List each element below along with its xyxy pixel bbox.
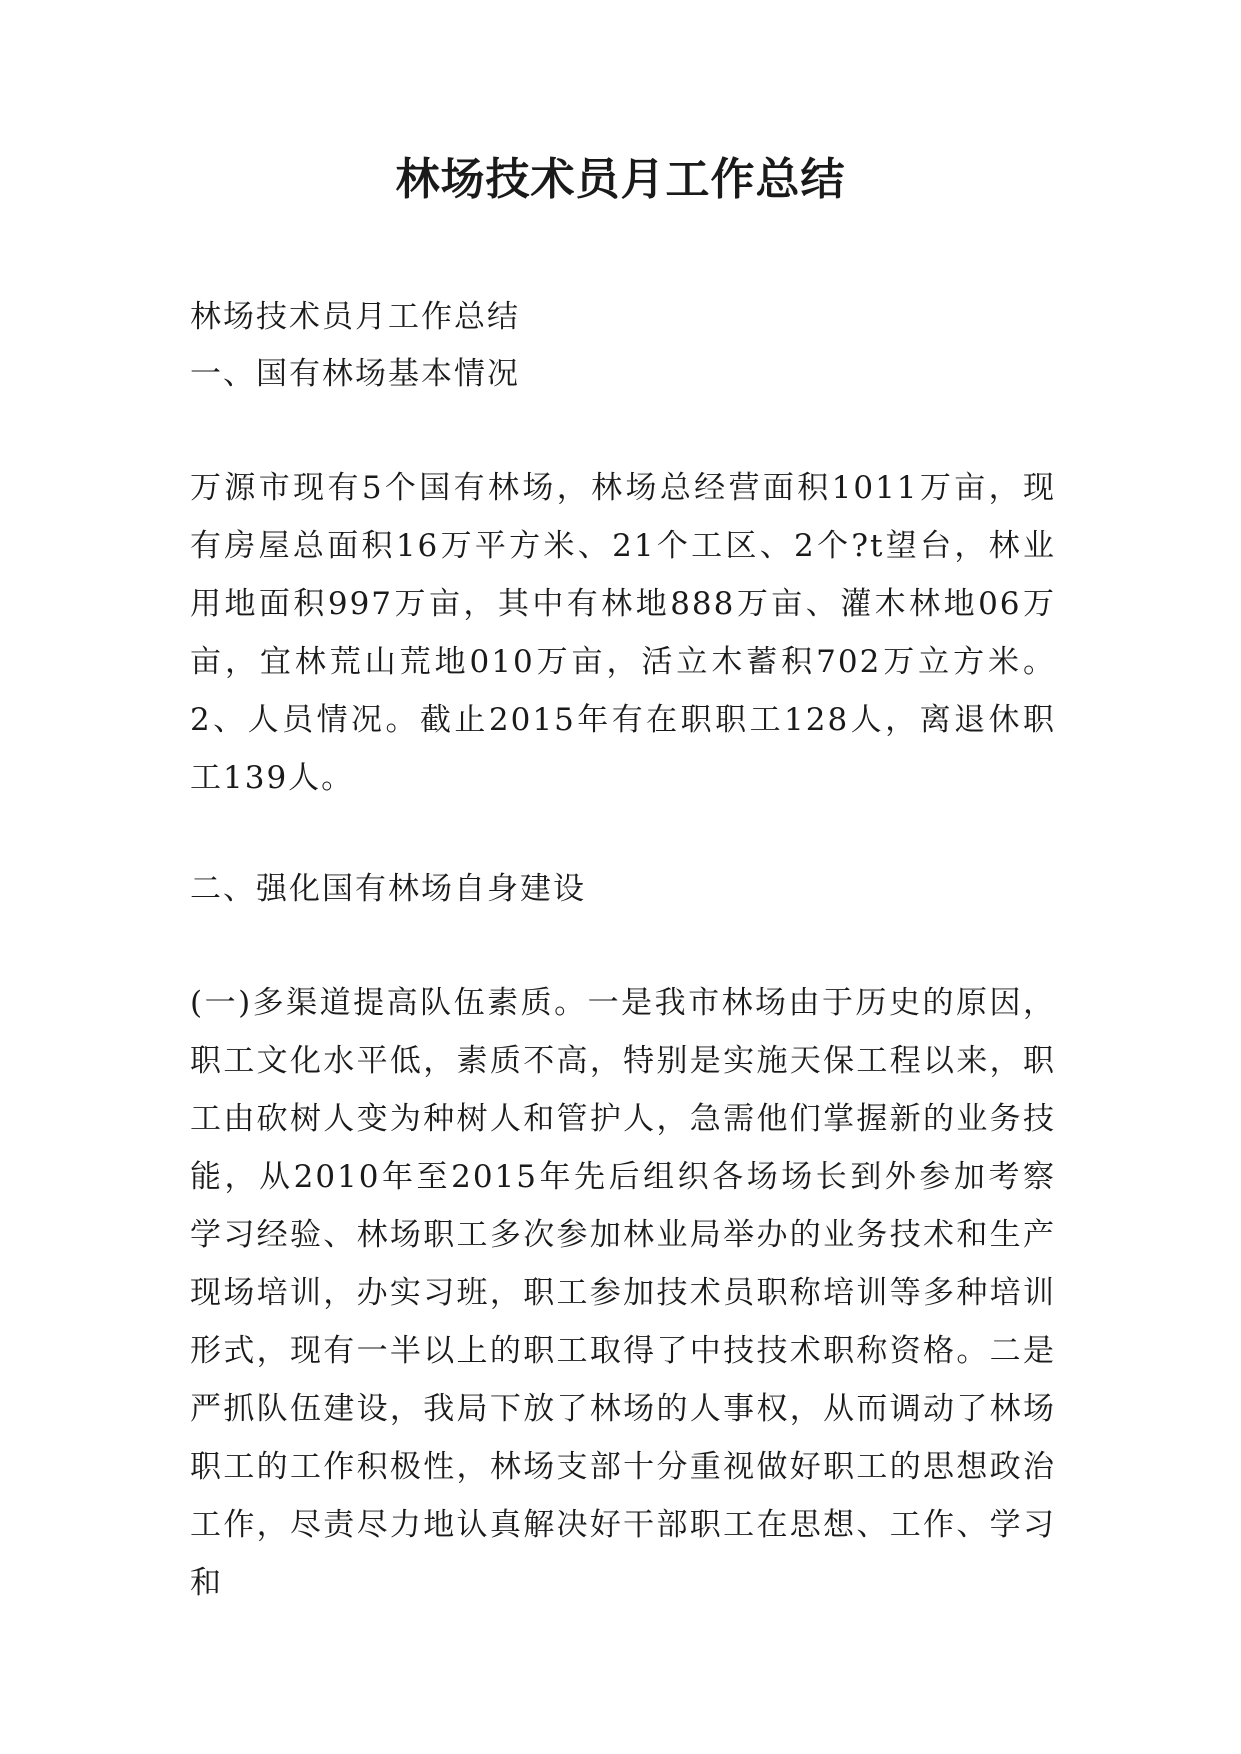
section-heading-self-construction: 二、强化国有林场自身建设 (190, 871, 586, 907)
paragraph-basic-situation: 万源市现有5个国有林场，林场总经营面积1011万亩，现有房屋总面积16万平方米、21个工区、2个?t望台，林业用地面积997万亩，其中有林地888万亩、灌木林地06万亩，宜林荒山荒地010万亩，活立木蓄积702万立方米。2、人员情况。截止2015年有在职职工128人，离退休职工139人。 (190, 470, 1056, 796)
document-subtitle: 林场技术员月工作总结 (190, 299, 520, 335)
paragraph-team-quality: (一)多渠道提高队伍素质。一是我市林场由于历史的原因，职工文化水平低，素质不高，特别是实施天保工程以来，职工由砍树人变为种树人和管护人，急需他们掌握新的业务技能，从2010年至2015年先后组织各场场长到外参加考察学习经验、林场职工多次参加林业局举办的业务技术和生产现场培训，办实习班，职工参加技术员职称培训等多种培训形式，现有一半以上的职工取得了中技技术职称资格。二是严抓队伍建设，我局下放了林场的人事权，从而调动了林场职工的工作积极性，林场支部十分重视做好职工的思想政治工作，尽责尽力地认真解决好干部职工在思想、工作、学习和 (190, 985, 1056, 1601)
section-heading-basic-situation: 一、国有林场基本情况 (190, 356, 520, 392)
document-title: 林场技术员月工作总结 (395, 154, 846, 205)
